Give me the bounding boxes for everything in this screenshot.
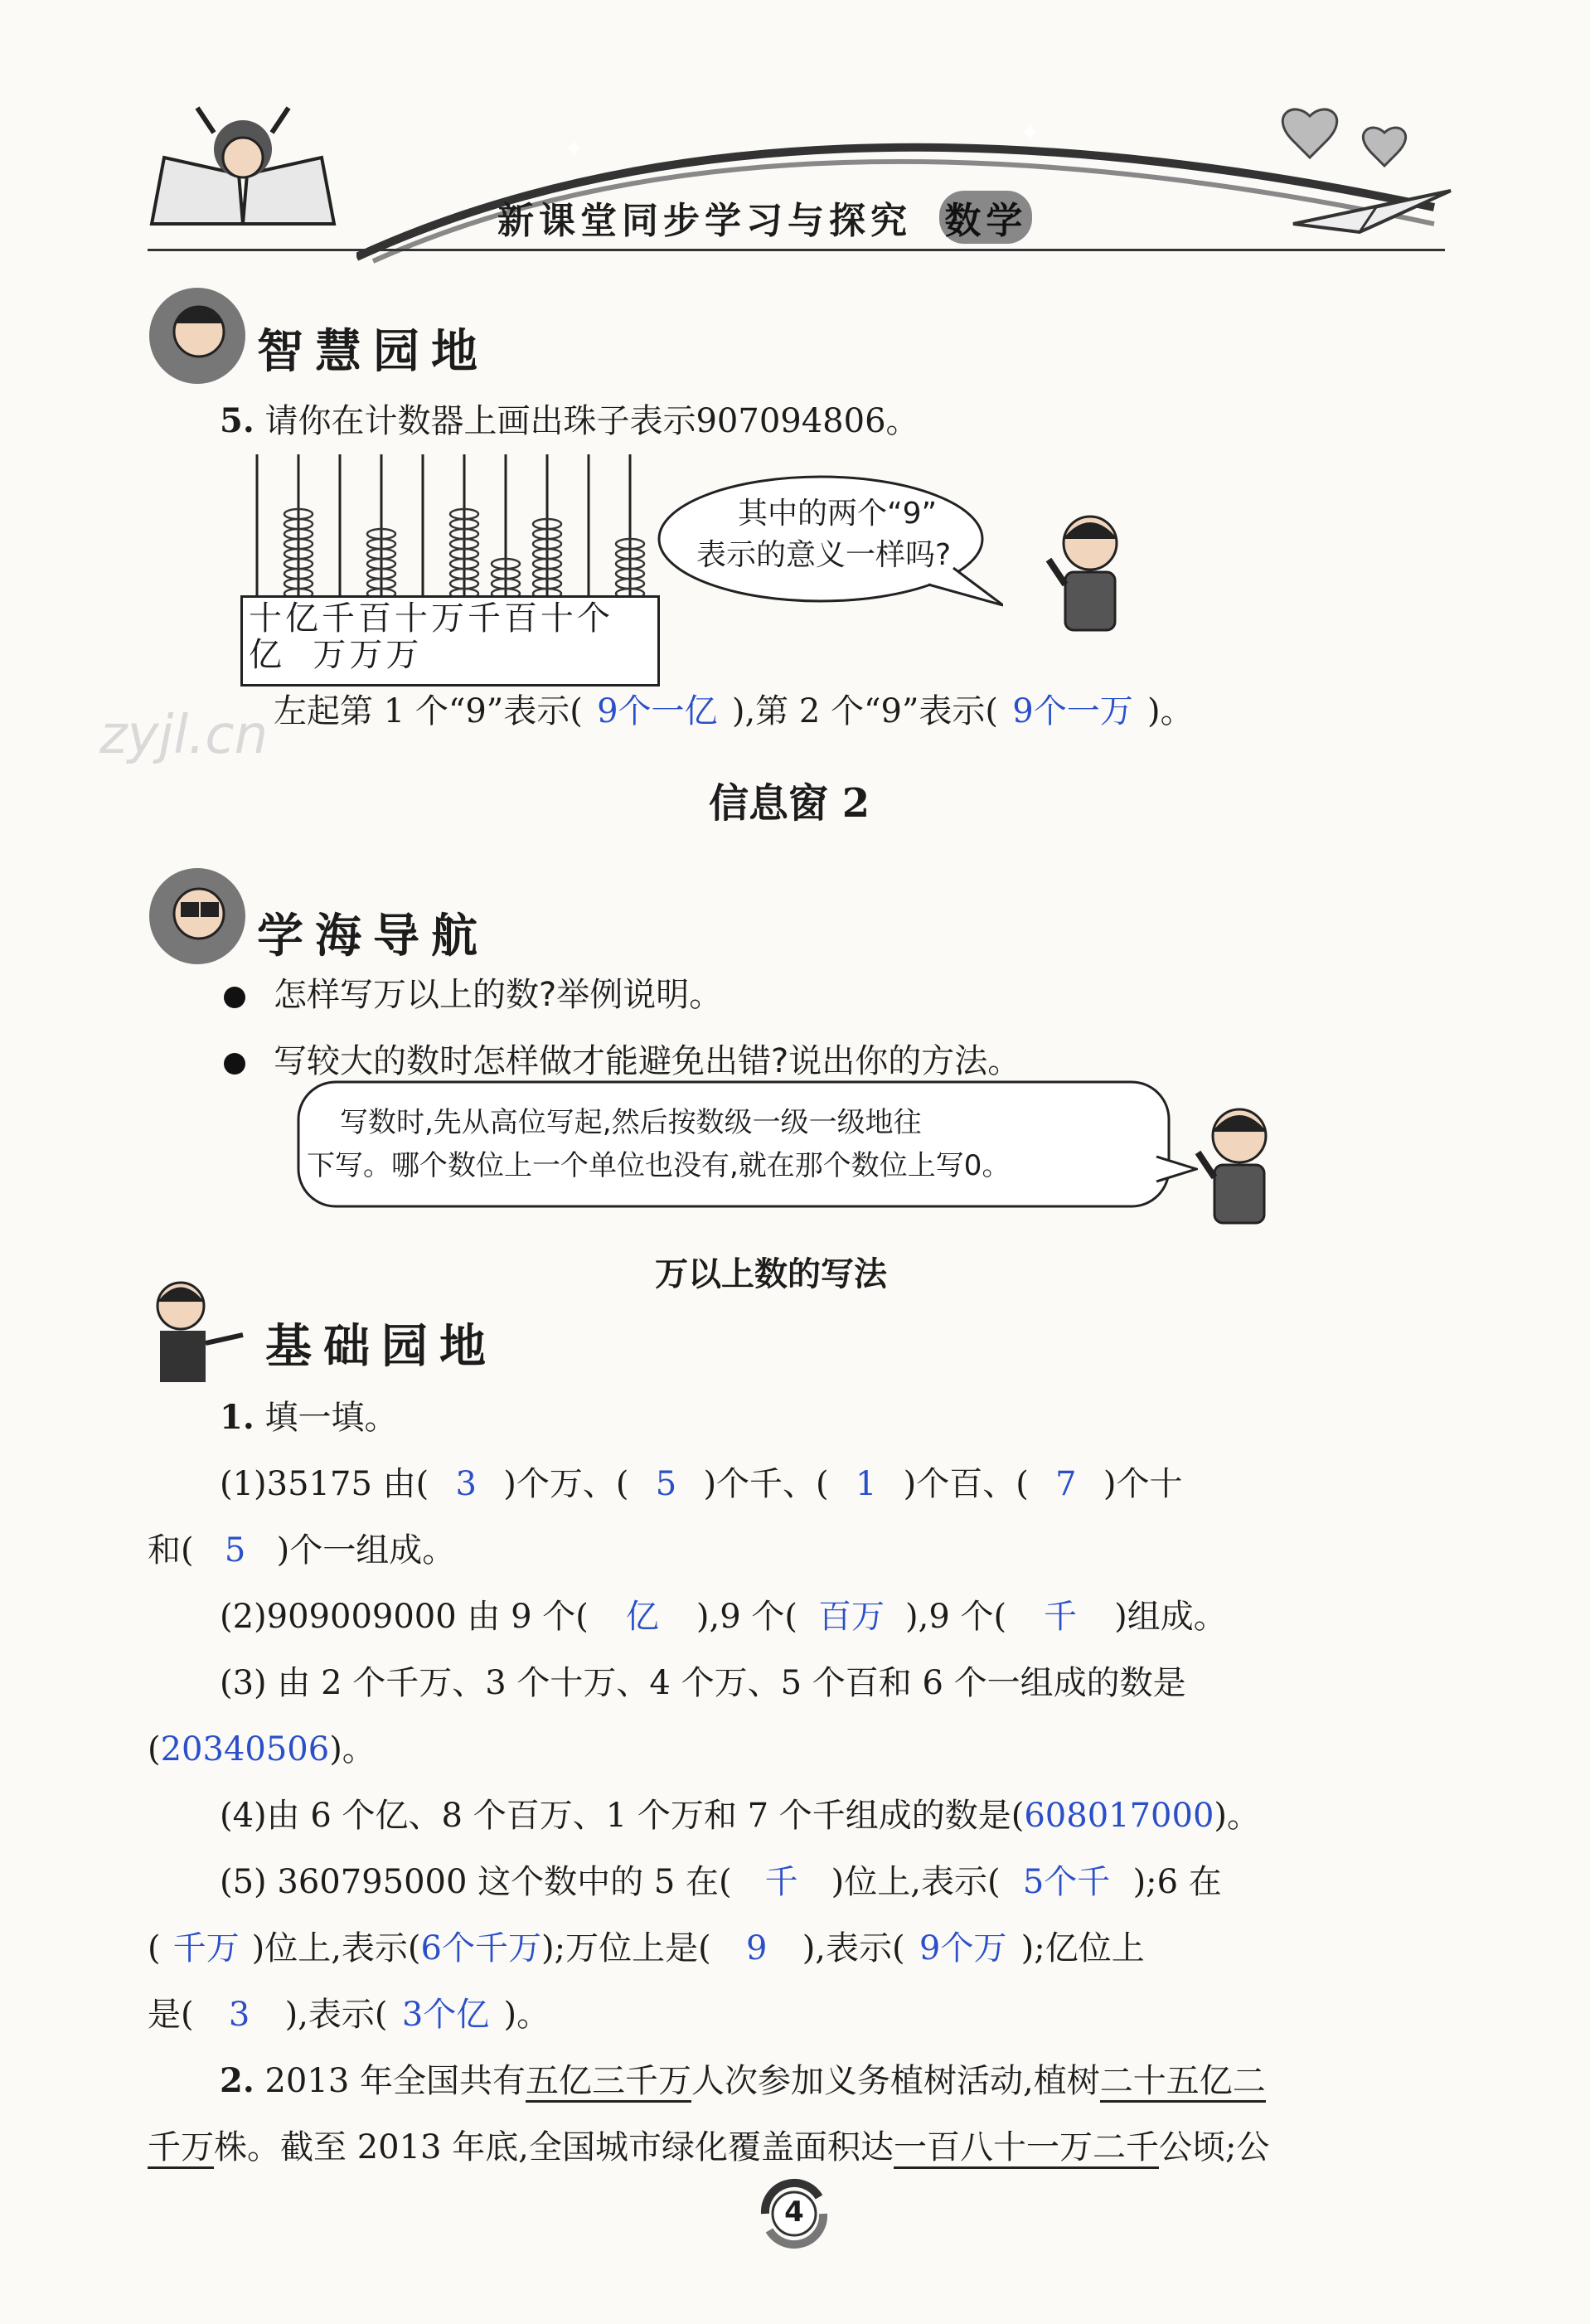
- q1-number: 1.: [220, 1398, 254, 1437]
- q1-2-text: (2)909009000 由 9 个(: [220, 1598, 589, 1636]
- q1-5-answer-1[interactable]: 千: [764, 1863, 798, 1901]
- guide-bullet-2: 写较大的数时怎样做才能避免出错?说出你的方法。: [274, 1042, 1021, 1080]
- book-illustration: [148, 99, 338, 232]
- hint-text: [307, 1101, 1010, 1187]
- paper-plane-hearts-illustration: [1260, 83, 1459, 249]
- abacus-place-labels: [249, 600, 613, 673]
- q1-part3-cont: [148, 1725, 376, 1774]
- q1-1-text: (1)35175 由(: [220, 1465, 429, 1503]
- q1-2-answer-1[interactable]: 亿: [625, 1598, 659, 1636]
- q1-1-text: )个千、(: [703, 1465, 829, 1503]
- q5-number: 5.: [220, 401, 254, 440]
- q2-text: 株。截至 2013 年底,全国城市绿化覆盖面积达: [214, 2128, 894, 2166]
- boy-waving-illustration: [1045, 510, 1136, 651]
- q1-2-text: ),9 个(: [905, 1598, 1007, 1636]
- abacus-labels-row2: 亿 万万万: [249, 636, 423, 674]
- q1-part1: [220, 1459, 1183, 1509]
- q2-number: 2.: [220, 2061, 254, 2100]
- q1-2-text: ),9 个(: [696, 1598, 797, 1636]
- q1-3-text: )。: [329, 1730, 376, 1768]
- q1-5-text: );亿位上: [1020, 1929, 1145, 1967]
- boy-thinking-avatar: [148, 282, 247, 390]
- q1-1-text: )个一组成。: [276, 1531, 456, 1570]
- header-title: 新课堂同步学习与探究 数学: [497, 191, 1032, 244]
- q1-5-text: )位上,表示(: [251, 1929, 421, 1967]
- speech-bubble-line2: 表示的意义一样吗?: [696, 538, 952, 572]
- q1-5-text: ),表示(: [284, 1996, 388, 2034]
- q5-answer-1[interactable]: 9个一亿: [597, 692, 718, 730]
- q1-5-text: 是(: [148, 1996, 194, 2034]
- speech-bubble-line1: 其中的两个“9”: [738, 497, 938, 531]
- q1-part5-cont2: [148, 1990, 550, 2040]
- q1-1-answer-5[interactable]: 5: [224, 1531, 246, 1570]
- speech-bubble-text: [696, 493, 951, 576]
- svg-text:✦: ✦: [1020, 119, 1041, 148]
- q2-underlined-number: 五亿三千万: [526, 2062, 691, 2103]
- bullet-dot: [224, 1053, 245, 1075]
- q1-4-text: )。: [1214, 1797, 1261, 1835]
- q1-part1-cont: [148, 1526, 455, 1575]
- q1-5-text: ),表示(: [802, 1929, 905, 1967]
- section-heading-zhihui: 智慧园地: [257, 325, 489, 379]
- q1-part3: (3) 由 2 个千万、3 个十万、4 个万、5 个百和 6 个一组成的数是: [220, 1664, 1186, 1702]
- q1-1-answer-4[interactable]: 7: [1055, 1465, 1077, 1503]
- watermark-text: zyjl.cn: [99, 705, 269, 766]
- q1-5-answer-4[interactable]: 6个千万: [420, 1929, 541, 1967]
- q1-1-answer-1[interactable]: 3: [455, 1465, 477, 1503]
- teacher-avatar: [148, 1277, 247, 1385]
- q1-2-answer-3[interactable]: 千: [1044, 1598, 1078, 1636]
- q2-text: 人次参加义务植树活动,植树: [691, 2062, 1100, 2100]
- q1-1-text: )个十: [1103, 1465, 1183, 1503]
- q1-text: 填一填。: [264, 1399, 398, 1437]
- q1-5-text: )。: [503, 1996, 550, 2034]
- q5-answer-text3: )。: [1147, 692, 1194, 730]
- q1-1-text: 和(: [148, 1531, 194, 1570]
- bullet-dot: [224, 987, 245, 1008]
- hint-line2: 下写。哪个数位上一个单位也没有,就在那个数位上写0。: [307, 1149, 1011, 1182]
- q5-answer-line: [274, 687, 1194, 736]
- q2-line1: [220, 2056, 1266, 2106]
- q1-1-text: )个万、(: [503, 1465, 629, 1503]
- hint-line1: 写数时,先从高位写起,然后按数级一级一级地往: [340, 1106, 922, 1139]
- q1-part4: [220, 1791, 1260, 1841]
- q1-part5: [220, 1857, 1222, 1907]
- q1-5-text: );6 在: [1132, 1863, 1222, 1901]
- q5-answer-2[interactable]: 9个一万: [1012, 692, 1133, 730]
- q1-part5-cont: [148, 1924, 1145, 1973]
- header-subject: 数学: [939, 191, 1032, 244]
- q5-prompt: [220, 396, 919, 446]
- q1-1-text: )个百、(: [903, 1465, 1029, 1503]
- q1-2-text: )组成。: [1114, 1598, 1227, 1636]
- info-window-title: 信息窗 2: [709, 780, 870, 827]
- section-heading-xuehai: 学海导航: [257, 910, 489, 963]
- q5-answer-text1: 左起第 1 个“9”表示(: [274, 692, 583, 730]
- section-heading-jichu: 基础园地: [265, 1320, 497, 1374]
- q2-underlined-number: 一百八十一万二千: [894, 2128, 1159, 2169]
- q2-line2: [148, 2123, 1269, 2172]
- q1-5-answer-8[interactable]: 3个亿: [401, 1996, 490, 2034]
- svg-text:✦: ✦: [564, 135, 585, 164]
- q1-1-answer-2[interactable]: 5: [655, 1465, 677, 1503]
- lesson-subtitle: 万以上数的写法: [655, 1255, 887, 1293]
- q1-5-text: );万位上是(: [541, 1929, 711, 1967]
- q1-5-answer-5[interactable]: 9: [745, 1929, 768, 1967]
- q1-part2: [220, 1592, 1227, 1642]
- boy-binoculars-avatar: [148, 862, 247, 970]
- q2-text: 公顷;公: [1158, 2128, 1270, 2166]
- q2-text: 2013 年全国共有: [264, 2062, 526, 2100]
- q1-4-answer[interactable]: 608017000: [1024, 1797, 1214, 1835]
- q1-2-answer-2[interactable]: 百万: [818, 1598, 885, 1636]
- q1-4-text: (4)由 6 个亿、8 个百万、1 个万和 7 个千组成的数是(: [220, 1797, 1025, 1835]
- q1-title: [220, 1393, 397, 1443]
- q2-underlined-number: 二十五亿二: [1100, 2062, 1266, 2103]
- q1-5-answer-3[interactable]: 千万: [172, 1929, 240, 1967]
- boy-waving-illustration: [1194, 1103, 1285, 1244]
- q1-5-text: (: [148, 1929, 161, 1967]
- abacus-labels-row1: 十亿千百十万千百十个: [249, 599, 613, 638]
- q1-5-text: (5) 360795000 这个数中的 5 在(: [220, 1863, 732, 1901]
- q1-5-answer-2[interactable]: 5个千: [1022, 1863, 1111, 1901]
- q1-3-answer[interactable]: 20340506: [160, 1730, 330, 1768]
- q2-underlined-number: 千万: [148, 2128, 214, 2169]
- page-number: 4: [784, 2195, 804, 2229]
- guide-bullet-1: 怎样写万以上的数?举例说明。: [274, 976, 723, 1014]
- q1-5-answer-7[interactable]: 3: [228, 1996, 250, 2034]
- q5-answer-text2: ),第 2 个“9”表示(: [731, 692, 998, 730]
- q1-5-answer-6[interactable]: 9个万: [919, 1929, 1007, 1967]
- q1-5-text: )位上,表示(: [831, 1863, 1001, 1901]
- q1-1-answer-3[interactable]: 1: [855, 1465, 877, 1503]
- q5-text: 请你在计数器上画出珠子表示907094806。: [264, 402, 919, 440]
- header-rule: [148, 249, 1445, 251]
- q1-3-text: (: [148, 1730, 161, 1768]
